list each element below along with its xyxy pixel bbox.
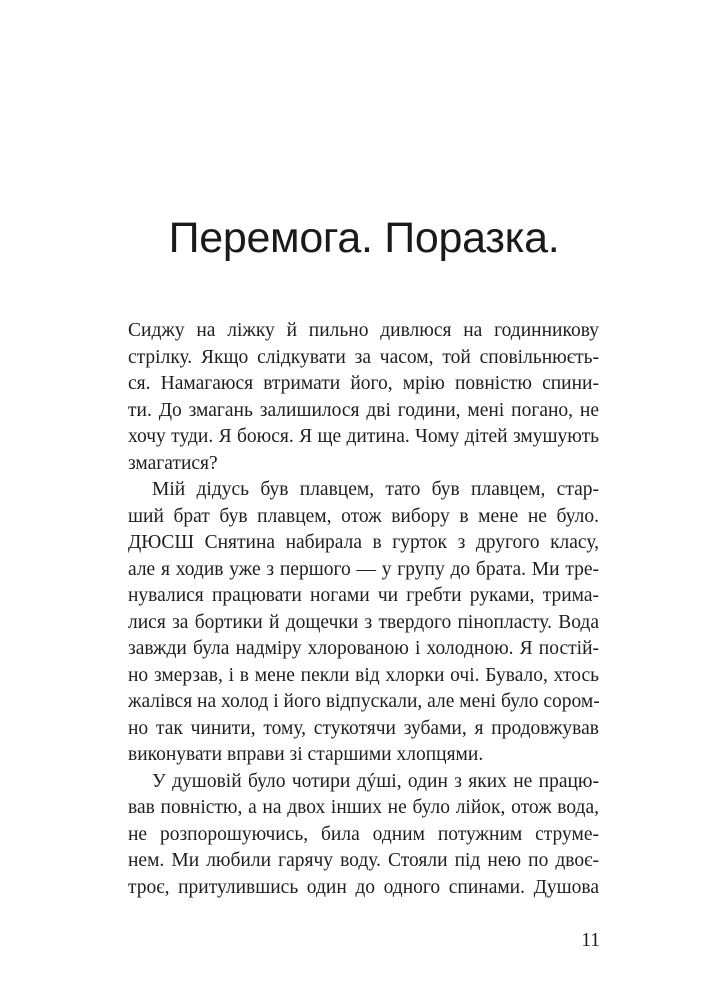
text-line: Сиджу на ліжку й пильно дивлюся на годинникову bbox=[128, 320, 599, 341]
text-line: завжди була надміру хлорованою і холодною. Я постій- bbox=[128, 638, 599, 659]
page-number: 11 bbox=[581, 930, 600, 951]
text-line: змагатися? bbox=[128, 452, 218, 474]
text-line: хочу туди. Я боюся. Я ще дитина. Чому дітей змушують bbox=[128, 426, 599, 447]
chapter-title: Перемога. Поразка. bbox=[168, 214, 560, 262]
text-line: лися за бортики й дощечки з твердого пінопласту. Вода bbox=[128, 611, 599, 633]
text-line: ти. До змагань залишилося дві години, мені погано, не bbox=[128, 399, 599, 421]
text-line: жалівся на холод і його відпускали, але мені було сором- bbox=[128, 691, 600, 712]
text-line: ся. Намагаюся втримати його, мрію повністю спини- bbox=[128, 373, 599, 394]
paragraph bbox=[128, 477, 599, 769]
text-line: У душовій було чотири дýші, один з яких не працю- bbox=[152, 770, 599, 792]
text-line: виконувати вправи зі старшими хлопцями. bbox=[128, 744, 484, 765]
text-line: Мій дідусь був плавцем, тато був плавцем, стар- bbox=[152, 479, 599, 500]
paragraph bbox=[128, 318, 599, 477]
text-line: не розпорошуючись, била одним потужним струме- bbox=[128, 823, 599, 845]
text-line: но змерзав, і в мене пекли від хлорки очі. Бувало, хтось bbox=[128, 664, 599, 686]
text-line: вав повністю, а на двох інших не було лійок, отож вода, bbox=[128, 797, 599, 818]
body-text bbox=[128, 318, 599, 901]
text-line: ший брат був плавцем, отож вибору в мене не було. bbox=[128, 505, 599, 527]
text-line: но так чинити, тому, стукотячи зубами, я продовжував bbox=[128, 717, 599, 739]
paragraph bbox=[128, 769, 599, 902]
text-line: троє, притулившись один до одного спинами. Душова bbox=[128, 876, 599, 898]
text-line: нем. Ми любили гарячу воду. Стояли під нею по двоє- bbox=[128, 850, 599, 871]
text-line: але я ходив уже з першого — у групу до брата. Ми тре- bbox=[128, 558, 599, 580]
text-line: ДЮСШ Снятина набирала в гурток з другого класу, bbox=[128, 532, 599, 553]
text-line: стрілку. Якщо слідкувати за часом, той сповільнюєть- bbox=[128, 346, 599, 368]
text-line: нувалися працювати ногами чи гребти руками, трима- bbox=[128, 585, 599, 606]
